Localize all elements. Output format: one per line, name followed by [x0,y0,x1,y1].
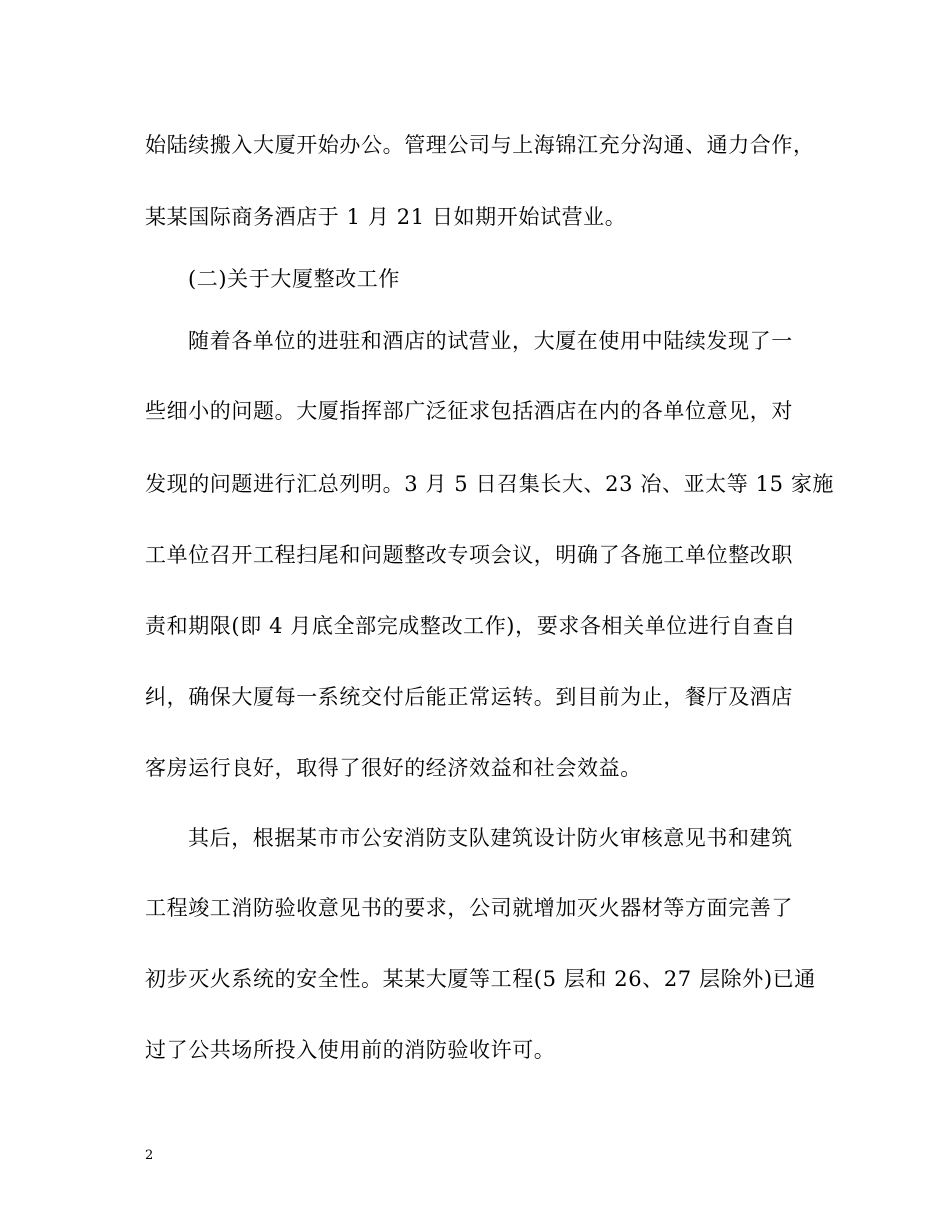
paragraph-line: 工程竣工消防验收意见书的要求，公司就增加灭火器材等方面完善了 [145,896,793,920]
paragraph-line: 过了公共场所投入使用前的消防验收许可。 [145,1038,556,1062]
paragraph-line: 始陆续搬入大厦开始办公。管理公司与上海锦江充分沟通、通力合作， [145,133,815,157]
paragraph-line: 些细小的问题。大厦指挥部广泛征求包括酒店在内的各单位意见，对 [145,399,793,423]
paragraph-line: 某某国际商务酒店于 1 月 21 日如期开始试营业。 [145,205,627,229]
paragraph-line: 发现的问题进行汇总列明。3 月 5 日召集长大、23 冶、亚太等 15 家施 [145,472,835,496]
paragraph-line: 其后，根据某市市公安消防支队建筑设计防火审核意见书和建筑 [188,826,793,850]
page-number: 2 [145,1148,154,1163]
paragraph-line: 工单位召开工程扫尾和问题整改专项会议，明确了各施工单位整改职 [145,543,793,567]
paragraph-line: 责和期限(即 4 月底全部完成整改工作)，要求各相关单位进行自查自 [145,614,796,638]
section-heading: (二)关于大厦整改工作 [188,267,400,291]
paragraph-line: 随着各单位的进驻和酒店的试营业，大厦在使用中陆续发现了一 [188,329,793,353]
paragraph-line: 客房运行良好，取得了很好的经济效益和社会效益。 [145,756,642,780]
paragraph-line: 纠，确保大厦每一系统交付后能正常运转。到目前为止，餐厅及酒店 [145,685,793,709]
paragraph-line: 初步灭火系统的安全性。某某大厦等工程(5 层和 26、27 层除外)已通 [145,967,816,991]
